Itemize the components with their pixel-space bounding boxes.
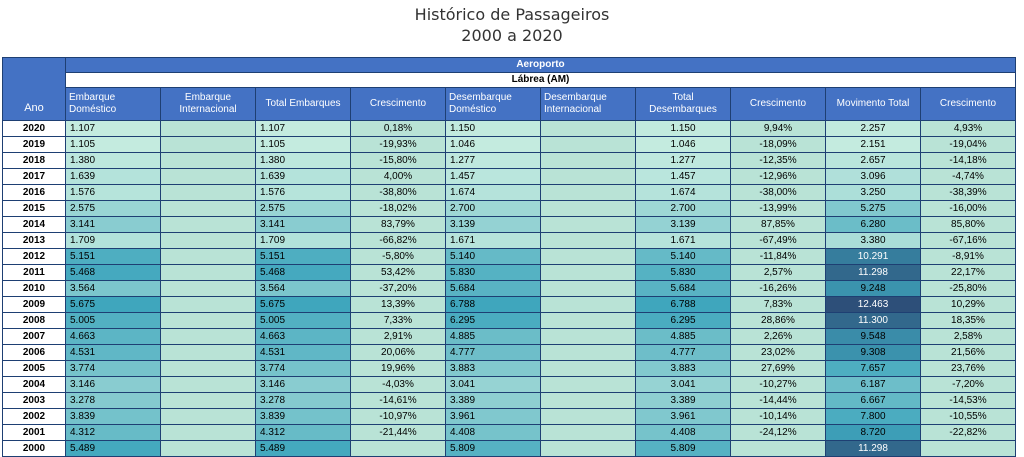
cell-embarque-internacional — [161, 217, 256, 233]
cell-desembarque-internacional — [541, 217, 636, 233]
cell-desembarque-domestico: 2.700 — [446, 201, 541, 217]
cell-total-desembarques: 5.809 — [636, 441, 731, 457]
cell-ano: 2010 — [3, 281, 66, 297]
cell-desembarque-internacional — [541, 393, 636, 409]
cell-total-embarques: 4.663 — [256, 329, 351, 345]
cell-desembarque-internacional — [541, 185, 636, 201]
cell-embarque-internacional — [161, 169, 256, 185]
table-row — [3, 137, 1016, 153]
cell-embarque-domestico: 3.564 — [66, 281, 161, 297]
cell-embarque-internacional — [161, 313, 256, 329]
cell-crescimento-desembarques: -24,12% — [731, 425, 826, 441]
cell-total-desembarques: 1.671 — [636, 233, 731, 249]
cell-total-embarques: 3.278 — [256, 393, 351, 409]
cell-embarque-internacional — [161, 361, 256, 377]
cell-crescimento-embarques: -38,80% — [351, 185, 446, 201]
cell-crescimento-embarques: 0,18% — [351, 121, 446, 137]
cell-ano: 2016 — [3, 185, 66, 201]
cell-desembarque-domestico: 3.389 — [446, 393, 541, 409]
cell-crescimento-desembarques: -38,00% — [731, 185, 826, 201]
cell-crescimento-movimento: 21,56% — [921, 345, 1016, 361]
cell-desembarque-domestico: 3.883 — [446, 361, 541, 377]
cell-total-embarques: 1.380 — [256, 153, 351, 169]
col-header-crescimento-desembarques: Crescimento — [731, 88, 826, 121]
cell-desembarque-domestico: 3.041 — [446, 377, 541, 393]
cell-desembarque-domestico: 1.457 — [446, 169, 541, 185]
cell-total-desembarques: 4.777 — [636, 345, 731, 361]
cell-crescimento-movimento: 23,76% — [921, 361, 1016, 377]
cell-movimento-total: 8.720 — [826, 425, 921, 441]
cell-crescimento-desembarques: -67,49% — [731, 233, 826, 249]
cell-crescimento-movimento: -19,04% — [921, 137, 1016, 153]
cell-embarque-internacional — [161, 137, 256, 153]
cell-desembarque-internacional — [541, 265, 636, 281]
cell-desembarque-internacional — [541, 153, 636, 169]
passenger-table — [2, 57, 1016, 457]
cell-crescimento-movimento: 10,29% — [921, 297, 1016, 313]
cell-crescimento-desembarques: 23,02% — [731, 345, 826, 361]
cell-embarque-domestico: 1.639 — [66, 169, 161, 185]
cell-crescimento-embarques: 20,06% — [351, 345, 446, 361]
cell-total-desembarques: 1.457 — [636, 169, 731, 185]
cell-movimento-total: 6.280 — [826, 217, 921, 233]
cell-total-embarques: 3.564 — [256, 281, 351, 297]
cell-total-desembarques: 4.408 — [636, 425, 731, 441]
cell-embarque-internacional — [161, 153, 256, 169]
cell-total-embarques: 1.709 — [256, 233, 351, 249]
cell-crescimento-movimento: 4,93% — [921, 121, 1016, 137]
cell-embarque-domestico: 3.774 — [66, 361, 161, 377]
cell-total-desembarques: 5.140 — [636, 249, 731, 265]
cell-desembarque-domestico: 4.777 — [446, 345, 541, 361]
cell-crescimento-embarques: 83,79% — [351, 217, 446, 233]
cell-desembarque-domestico: 1.277 — [446, 153, 541, 169]
airport-name-header: Lábrea (AM) — [66, 73, 1016, 88]
table-row — [3, 377, 1016, 393]
cell-crescimento-embarques: -66,82% — [351, 233, 446, 249]
cell-embarque-domestico: 5.468 — [66, 265, 161, 281]
cell-embarque-internacional — [161, 233, 256, 249]
cell-ano: 2008 — [3, 313, 66, 329]
table-row — [3, 185, 1016, 201]
cell-total-desembarques: 3.883 — [636, 361, 731, 377]
cell-embarque-internacional — [161, 265, 256, 281]
cell-total-desembarques: 5.684 — [636, 281, 731, 297]
cell-embarque-domestico: 1.107 — [66, 121, 161, 137]
cell-desembarque-internacional — [541, 137, 636, 153]
cell-total-desembarques: 1.046 — [636, 137, 731, 153]
ano-header: Ano — [3, 58, 66, 121]
table-row — [3, 441, 1016, 457]
cell-embarque-domestico: 3.146 — [66, 377, 161, 393]
cell-desembarque-internacional — [541, 345, 636, 361]
table-row — [3, 249, 1016, 265]
cell-embarque-internacional — [161, 377, 256, 393]
cell-ano: 2012 — [3, 249, 66, 265]
cell-ano: 2019 — [3, 137, 66, 153]
cell-movimento-total: 3.380 — [826, 233, 921, 249]
cell-desembarque-domestico: 4.885 — [446, 329, 541, 345]
cell-crescimento-movimento: -38,39% — [921, 185, 1016, 201]
cell-total-embarques: 5.675 — [256, 297, 351, 313]
cell-embarque-domestico: 1.380 — [66, 153, 161, 169]
cell-total-desembarques: 5.830 — [636, 265, 731, 281]
cell-crescimento-movimento: -22,82% — [921, 425, 1016, 441]
cell-desembarque-domestico: 5.809 — [446, 441, 541, 457]
cell-total-embarques: 3.146 — [256, 377, 351, 393]
cell-desembarque-domestico: 5.684 — [446, 281, 541, 297]
cell-embarque-internacional — [161, 425, 256, 441]
cell-movimento-total: 7.800 — [826, 409, 921, 425]
cell-ano: 2020 — [3, 121, 66, 137]
cell-crescimento-movimento: -8,91% — [921, 249, 1016, 265]
cell-crescimento-movimento: 18,35% — [921, 313, 1016, 329]
cell-desembarque-internacional — [541, 281, 636, 297]
cell-embarque-domestico: 1.709 — [66, 233, 161, 249]
cell-embarque-domestico: 4.312 — [66, 425, 161, 441]
cell-desembarque-domestico: 3.961 — [446, 409, 541, 425]
col-header-total-embarques: Total Embarques — [256, 88, 351, 121]
title-block — [0, 4, 1024, 46]
cell-embarque-domestico: 1.105 — [66, 137, 161, 153]
cell-movimento-total: 2.257 — [826, 121, 921, 137]
aeroporto-header: Aeroporto — [66, 58, 1016, 73]
cell-crescimento-embarques: -10,97% — [351, 409, 446, 425]
cell-crescimento-desembarques: -10,14% — [731, 409, 826, 425]
col-header-crescimento-embarques: Crescimento — [351, 88, 446, 121]
cell-movimento-total: 3.250 — [826, 185, 921, 201]
cell-ano: 2013 — [3, 233, 66, 249]
cell-movimento-total: 9.248 — [826, 281, 921, 297]
cell-embarque-domestico: 1.576 — [66, 185, 161, 201]
cell-desembarque-domestico: 3.139 — [446, 217, 541, 233]
cell-crescimento-embarques: -4,03% — [351, 377, 446, 393]
cell-total-embarques: 3.839 — [256, 409, 351, 425]
cell-crescimento-embarques: -37,20% — [351, 281, 446, 297]
cell-ano: 2002 — [3, 409, 66, 425]
cell-crescimento-movimento: -25,80% — [921, 281, 1016, 297]
table-row — [3, 345, 1016, 361]
cell-ano: 2000 — [3, 441, 66, 457]
cell-desembarque-internacional — [541, 201, 636, 217]
cell-total-desembarques: 3.041 — [636, 377, 731, 393]
cell-total-desembarques: 3.389 — [636, 393, 731, 409]
table-row — [3, 425, 1016, 441]
cell-movimento-total: 3.096 — [826, 169, 921, 185]
cell-desembarque-internacional — [541, 425, 636, 441]
cell-crescimento-movimento: 2,58% — [921, 329, 1016, 345]
cell-ano: 2007 — [3, 329, 66, 345]
cell-crescimento-movimento: 85,80% — [921, 217, 1016, 233]
cell-crescimento-desembarques: -16,26% — [731, 281, 826, 297]
table-row — [3, 217, 1016, 233]
cell-movimento-total: 6.187 — [826, 377, 921, 393]
cell-ano: 2004 — [3, 377, 66, 393]
cell-crescimento-desembarques: 2,26% — [731, 329, 826, 345]
cell-movimento-total: 6.667 — [826, 393, 921, 409]
col-header-desembarque-domestico: Desembarque Doméstico — [446, 88, 541, 121]
cell-crescimento-embarques: -15,80% — [351, 153, 446, 169]
cell-ano: 2014 — [3, 217, 66, 233]
cell-total-embarques: 3.774 — [256, 361, 351, 377]
cell-movimento-total: 11.300 — [826, 313, 921, 329]
cell-total-embarques: 1.576 — [256, 185, 351, 201]
cell-movimento-total: 2.657 — [826, 153, 921, 169]
cell-crescimento-desembarques: 7,83% — [731, 297, 826, 313]
cell-desembarque-domestico: 6.788 — [446, 297, 541, 313]
table-row — [3, 265, 1016, 281]
cell-total-embarques: 1.639 — [256, 169, 351, 185]
cell-movimento-total: 11.298 — [826, 441, 921, 457]
cell-desembarque-domestico: 4.408 — [446, 425, 541, 441]
cell-desembarque-internacional — [541, 249, 636, 265]
cell-crescimento-embarques: -5,80% — [351, 249, 446, 265]
cell-desembarque-internacional — [541, 233, 636, 249]
cell-total-desembarques: 1.277 — [636, 153, 731, 169]
cell-total-embarques: 1.105 — [256, 137, 351, 153]
cell-crescimento-desembarques: -13,99% — [731, 201, 826, 217]
col-header-embarque-internacional: Embarque Internacional — [161, 88, 256, 121]
cell-desembarque-internacional — [541, 169, 636, 185]
cell-total-embarques: 1.107 — [256, 121, 351, 137]
cell-embarque-internacional — [161, 121, 256, 137]
cell-total-embarques: 5.468 — [256, 265, 351, 281]
cell-crescimento-desembarques: 28,86% — [731, 313, 826, 329]
cell-desembarque-domestico: 1.674 — [446, 185, 541, 201]
cell-crescimento-embarques: 7,33% — [351, 313, 446, 329]
cell-crescimento-movimento: 22,17% — [921, 265, 1016, 281]
cell-movimento-total: 5.275 — [826, 201, 921, 217]
cell-total-desembarques: 6.295 — [636, 313, 731, 329]
cell-embarque-internacional — [161, 409, 256, 425]
table-row — [3, 297, 1016, 313]
cell-crescimento-movimento: -7,20% — [921, 377, 1016, 393]
cell-total-embarques: 2.575 — [256, 201, 351, 217]
cell-embarque-domestico: 4.531 — [66, 345, 161, 361]
table-row — [3, 313, 1016, 329]
cell-total-desembarques: 3.139 — [636, 217, 731, 233]
col-header-embarque-domestico: Embarque Doméstico — [66, 88, 161, 121]
cell-crescimento-desembarques: 2,57% — [731, 265, 826, 281]
cell-ano: 2005 — [3, 361, 66, 377]
cell-crescimento-embarques: -21,44% — [351, 425, 446, 441]
cell-embarque-domestico: 5.005 — [66, 313, 161, 329]
cell-movimento-total: 12.463 — [826, 297, 921, 313]
cell-ano: 2001 — [3, 425, 66, 441]
col-header-desembarque-internacional: Desembarque Internacional — [541, 88, 636, 121]
table-row — [3, 121, 1016, 137]
cell-embarque-internacional — [161, 249, 256, 265]
table-body — [3, 121, 1016, 457]
cell-crescimento-movimento: -10,55% — [921, 409, 1016, 425]
cell-crescimento-embarques: -14,61% — [351, 393, 446, 409]
cell-total-embarques: 5.489 — [256, 441, 351, 457]
cell-crescimento-desembarques: 87,85% — [731, 217, 826, 233]
cell-embarque-internacional — [161, 297, 256, 313]
cell-desembarque-domestico: 6.295 — [446, 313, 541, 329]
cell-desembarque-domestico: 1.671 — [446, 233, 541, 249]
cell-total-embarques: 4.312 — [256, 425, 351, 441]
cell-embarque-internacional — [161, 393, 256, 409]
cell-movimento-total: 9.548 — [826, 329, 921, 345]
table-row — [3, 233, 1016, 249]
cell-ano: 2006 — [3, 345, 66, 361]
cell-embarque-internacional — [161, 281, 256, 297]
table-row — [3, 153, 1016, 169]
cell-crescimento-embarques: 2,91% — [351, 329, 446, 345]
table-row — [3, 169, 1016, 185]
cell-total-desembarques: 2.700 — [636, 201, 731, 217]
cell-ano: 2017 — [3, 169, 66, 185]
cell-embarque-domestico: 2.575 — [66, 201, 161, 217]
cell-embarque-internacional — [161, 185, 256, 201]
cell-desembarque-domestico: 1.046 — [446, 137, 541, 153]
cell-ano: 2018 — [3, 153, 66, 169]
cell-desembarque-domestico: 5.140 — [446, 249, 541, 265]
cell-crescimento-embarques: 19,96% — [351, 361, 446, 377]
cell-ano: 2011 — [3, 265, 66, 281]
cell-total-embarques: 4.531 — [256, 345, 351, 361]
cell-ano: 2009 — [3, 297, 66, 313]
cell-total-desembarques: 3.961 — [636, 409, 731, 425]
cell-desembarque-internacional — [541, 329, 636, 345]
cell-desembarque-internacional — [541, 409, 636, 425]
cell-crescimento-embarques: 13,39% — [351, 297, 446, 313]
cell-crescimento-movimento: -14,53% — [921, 393, 1016, 409]
cell-total-embarques: 3.141 — [256, 217, 351, 233]
cell-crescimento-embarques: 53,42% — [351, 265, 446, 281]
col-header-crescimento-movimento: Crescimento — [921, 88, 1016, 121]
chart-title: Histórico de Passageiros — [414, 5, 610, 24]
cell-movimento-total: 10.291 — [826, 249, 921, 265]
cell-desembarque-domestico: 5.830 — [446, 265, 541, 281]
cell-total-desembarques: 1.150 — [636, 121, 731, 137]
table-row — [3, 201, 1016, 217]
cell-crescimento-movimento: -67,16% — [921, 233, 1016, 249]
col-header-movimento-total: Movimento Total — [826, 88, 921, 121]
cell-embarque-internacional — [161, 201, 256, 217]
cell-embarque-domestico: 5.675 — [66, 297, 161, 313]
cell-movimento-total: 9.308 — [826, 345, 921, 361]
cell-total-embarques: 5.151 — [256, 249, 351, 265]
cell-crescimento-desembarques: -14,44% — [731, 393, 826, 409]
cell-embarque-domestico: 5.151 — [66, 249, 161, 265]
cell-crescimento-movimento: -4,74% — [921, 169, 1016, 185]
cell-movimento-total: 2.151 — [826, 137, 921, 153]
cell-crescimento-desembarques: -11,84% — [731, 249, 826, 265]
chart-subtitle: 2000 a 2020 — [461, 26, 563, 45]
cell-crescimento-desembarques: -12,35% — [731, 153, 826, 169]
cell-crescimento-movimento — [921, 441, 1016, 457]
cell-crescimento-desembarques: -12,96% — [731, 169, 826, 185]
cell-embarque-internacional — [161, 329, 256, 345]
cell-desembarque-internacional — [541, 121, 636, 137]
cell-movimento-total: 7.657 — [826, 361, 921, 377]
cell-crescimento-desembarques: 9,94% — [731, 121, 826, 137]
cell-crescimento-desembarques: -10,27% — [731, 377, 826, 393]
table-row — [3, 329, 1016, 345]
cell-total-desembarques: 1.674 — [636, 185, 731, 201]
cell-crescimento-embarques: -19,93% — [351, 137, 446, 153]
cell-crescimento-embarques: -18,02% — [351, 201, 446, 217]
table-row — [3, 393, 1016, 409]
cell-crescimento-desembarques — [731, 441, 826, 457]
cell-total-embarques: 5.005 — [256, 313, 351, 329]
cell-embarque-domestico: 3.141 — [66, 217, 161, 233]
cell-movimento-total: 11.298 — [826, 265, 921, 281]
cell-crescimento-desembarques: -18,09% — [731, 137, 826, 153]
cell-crescimento-desembarques: 27,69% — [731, 361, 826, 377]
cell-embarque-domestico: 3.839 — [66, 409, 161, 425]
cell-desembarque-internacional — [541, 377, 636, 393]
cell-embarque-internacional — [161, 441, 256, 457]
cell-embarque-domestico: 5.489 — [66, 441, 161, 457]
cell-desembarque-internacional — [541, 361, 636, 377]
cell-total-desembarques: 4.885 — [636, 329, 731, 345]
cell-embarque-internacional — [161, 345, 256, 361]
cell-embarque-domestico: 3.278 — [66, 393, 161, 409]
cell-total-desembarques: 6.788 — [636, 297, 731, 313]
table-row — [3, 281, 1016, 297]
cell-crescimento-embarques: 4,00% — [351, 169, 446, 185]
cell-crescimento-movimento: -16,00% — [921, 201, 1016, 217]
cell-crescimento-embarques — [351, 441, 446, 457]
cell-desembarque-internacional — [541, 313, 636, 329]
table-row — [3, 361, 1016, 377]
col-header-total-desembarques: Total Desembarques — [636, 88, 731, 121]
cell-embarque-domestico: 4.663 — [66, 329, 161, 345]
cell-ano: 2015 — [3, 201, 66, 217]
cell-crescimento-movimento: -14,18% — [921, 153, 1016, 169]
cell-desembarque-domestico: 1.150 — [446, 121, 541, 137]
cell-desembarque-internacional — [541, 441, 636, 457]
table-row — [3, 409, 1016, 425]
cell-desembarque-internacional — [541, 297, 636, 313]
cell-ano: 2003 — [3, 393, 66, 409]
